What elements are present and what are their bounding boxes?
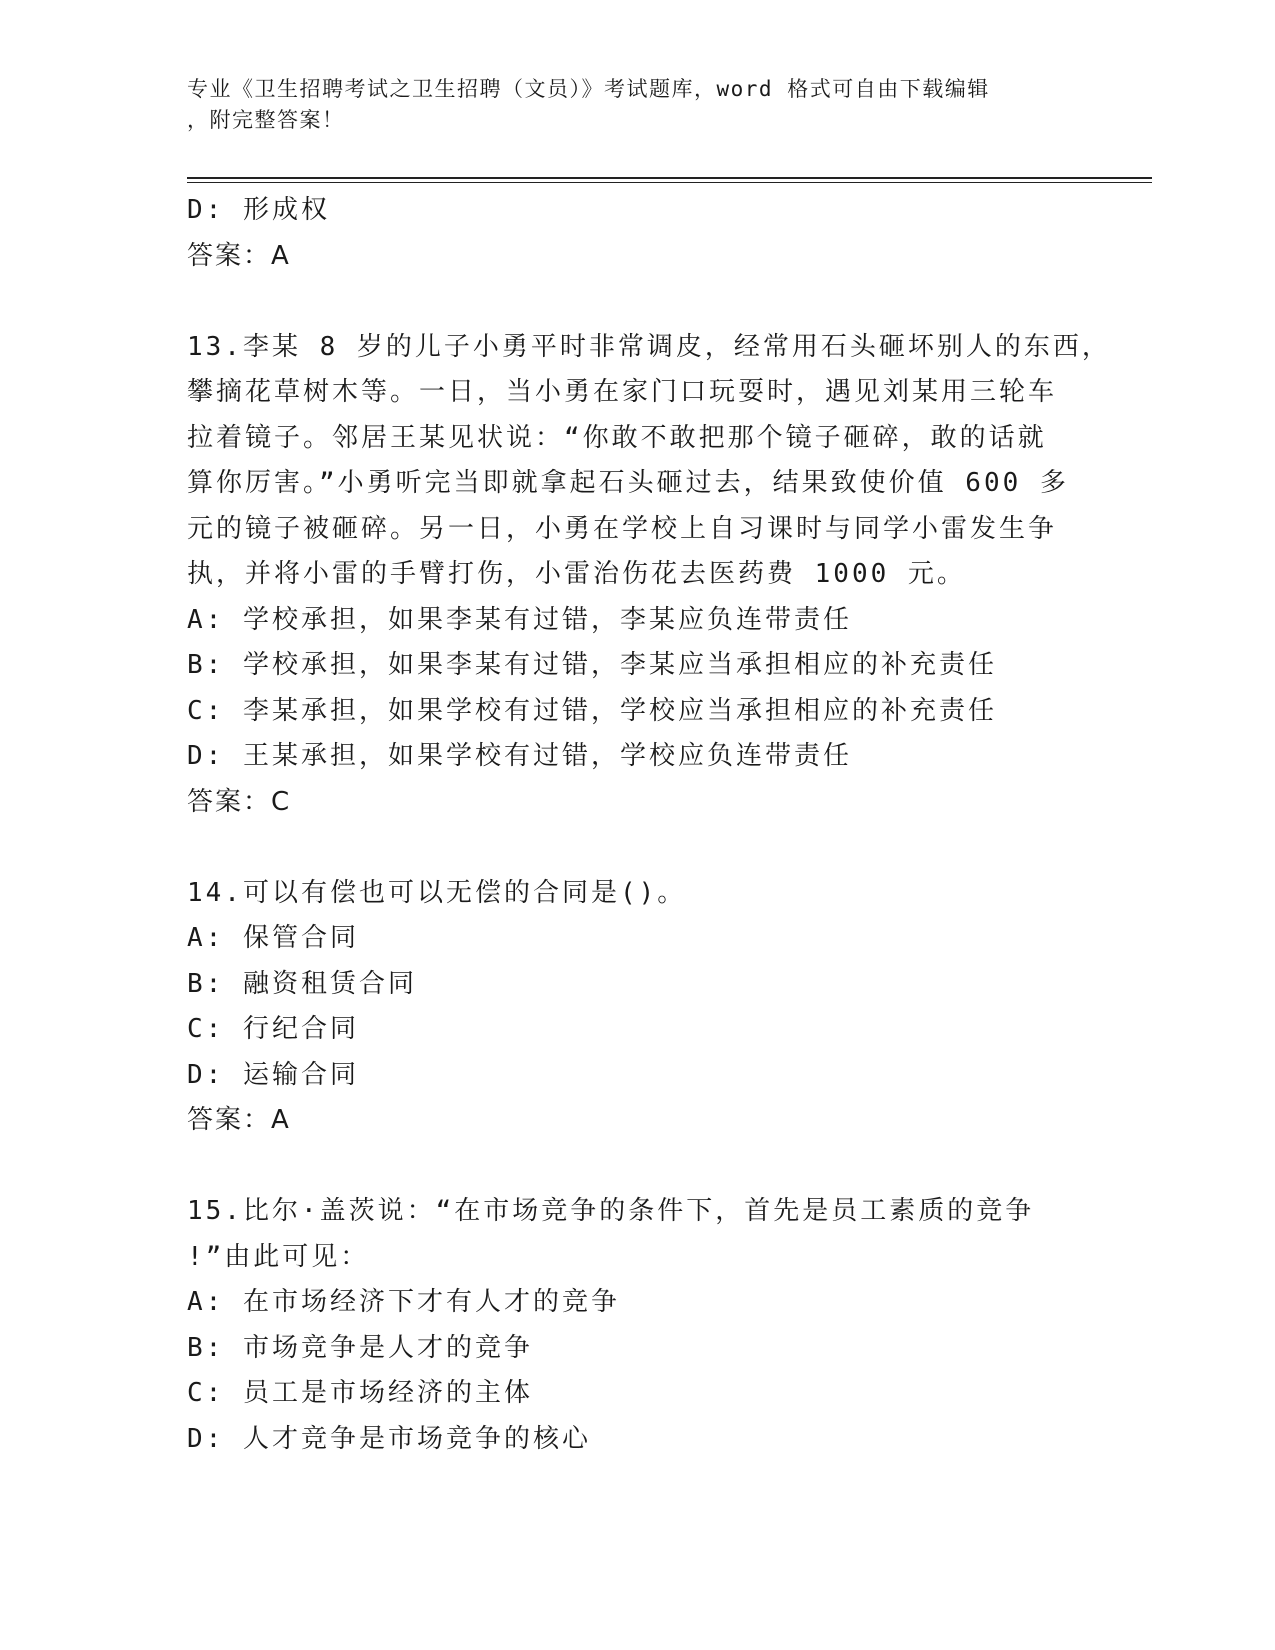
answer-line: 答案：C	[187, 786, 292, 817]
option-c: C: 李某承担，如果学校有过错，学校应当承担相应的补充责任	[187, 695, 997, 726]
option-a: A: 在市场经济下才有人才的竞争	[187, 1287, 620, 1317]
answer-line: 答案：A	[187, 240, 291, 271]
question-stem-line: 拉着镜子。邻居王某见状说：“你敢不敢把那个镜子砸碎，敢的话就	[187, 422, 1047, 453]
answer-line: 答案：A	[187, 1105, 291, 1135]
question-stem-line: !”由此可见：	[187, 1241, 370, 1272]
spacer	[187, 279, 1067, 325]
previous-question-tail	[187, 188, 1067, 279]
option-d: D: 运输合同	[187, 1059, 359, 1090]
question-stem-line: 13.李某 8 岁的儿子小勇平时非常调皮，经常用石头砸坏别人的东西，	[187, 331, 1111, 362]
page-header	[187, 74, 1067, 136]
option-c: C: 员工是市场经济的主体	[187, 1378, 533, 1408]
option-a: A: 学校承担，如果李某有过错，李某应负连带责任	[187, 604, 852, 635]
header-line-1: 专业《卫生招聘考试之卫生招聘（文员）》考试题库，word 格式可自由下载编辑	[187, 77, 990, 101]
option-d: D: 王某承担，如果学校有过错，学校应负连带责任	[187, 741, 852, 771]
option-d: D: 形成权	[187, 195, 330, 225]
option-d: D: 人才竞争是市场竞争的核心	[187, 1423, 591, 1454]
question-stem-line: 攀摘花草树木等。一日，当小勇在家门口玩耍时，遇见刘某用三轮车	[187, 377, 1058, 407]
question-content	[187, 188, 1111, 1462]
question-stem-line: 算你厉害。”小勇听完当即就拿起石头砸过去，结果致使价值 600 多	[187, 468, 1069, 498]
question-stem-line: 15.比尔·盖茨说：“在市场竞争的条件下，首先是员工素质的竞争	[187, 1196, 1035, 1226]
question-stem-line: 元的镜子被砸碎。另一日，小勇在学校上自习课时与同学小雷发生争	[187, 513, 1058, 544]
header-line-2: ，附完整答案！	[187, 108, 345, 132]
question-13	[187, 325, 1111, 826]
question-stem-line: 执，并将小雷的手臂打伤，小雷治伤花去医药费 1000 元。	[187, 559, 966, 589]
option-b: B: 市场竞争是人才的竞争	[187, 1332, 533, 1363]
spacer	[187, 825, 1067, 871]
option-b: B: 融资租赁合同	[187, 968, 417, 999]
header-divider	[187, 177, 1152, 183]
option-b: B: 学校承担，如果李某有过错，李某应当承担相应的补充责任	[187, 650, 997, 680]
question-stem-line: 14.可以有偿也可以无偿的合同是()。	[187, 877, 687, 908]
option-a: A: 保管合同	[187, 923, 359, 953]
question-15	[187, 1189, 1067, 1462]
spacer	[187, 1144, 1067, 1190]
question-14	[187, 871, 1067, 1144]
option-c: C: 行纪合同	[187, 1014, 359, 1044]
